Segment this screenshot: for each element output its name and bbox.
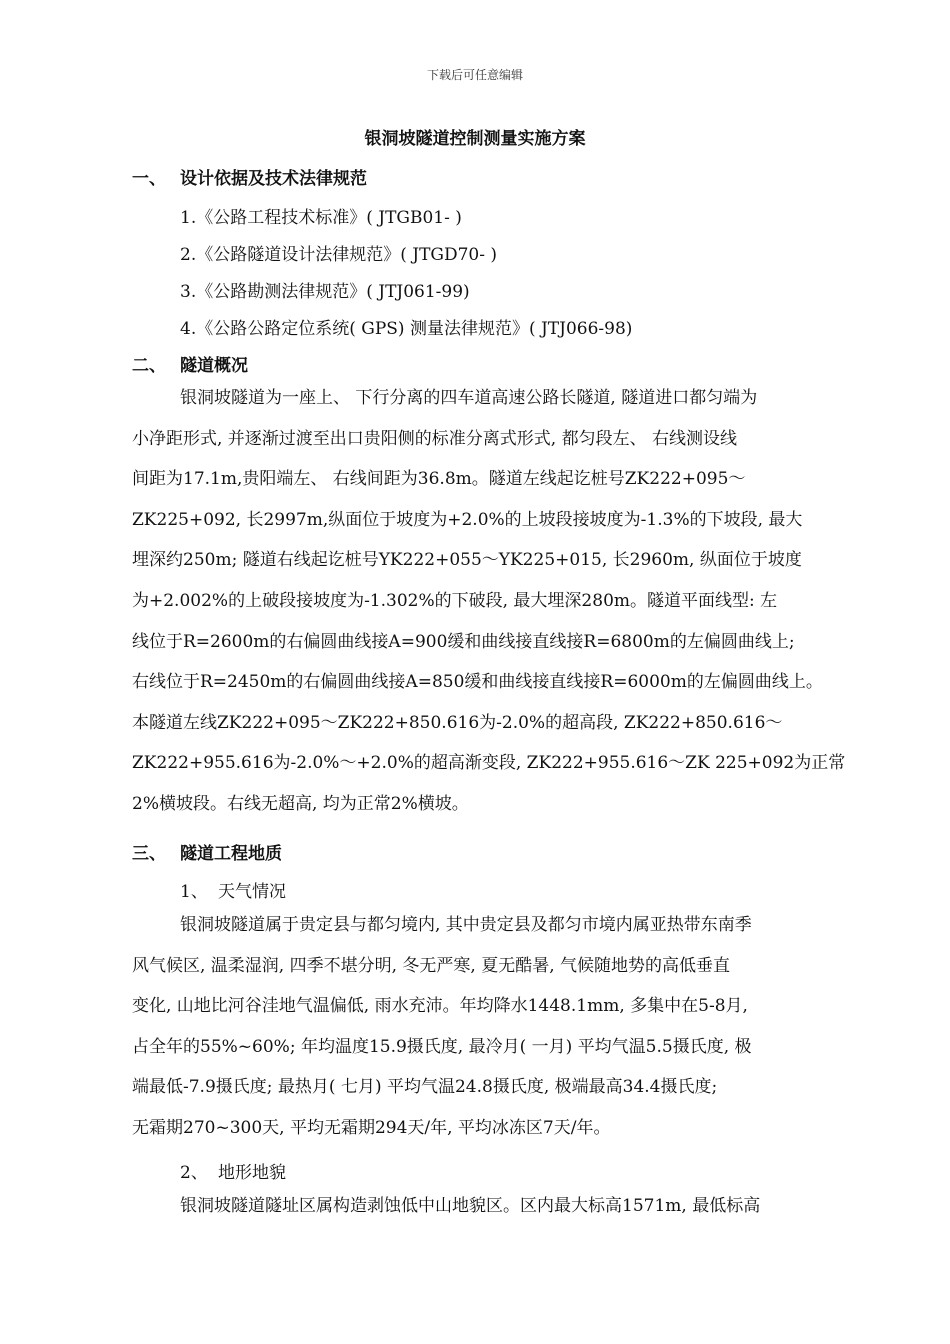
subsection-number: 2、 — [180, 1163, 208, 1183]
paragraph-line: 变化, 山地比河谷洼地气温偏低, 雨水充沛。年均降水1448.1mm, 多集中在5-8月, — [132, 996, 748, 1017]
section-heading-1 — [132, 164, 367, 189]
paragraph-line: 本隧道左线ZK222+095～ZK222+850.616为-2.0%的超高段, ZK222+850.616～ — [132, 712, 783, 733]
paragraph-line: 右线位于R=2450m的右偏圆曲线接A=850缓和曲线接直线接R=6000m的左偏圆曲线上。 — [132, 672, 823, 693]
reference-item-1: 1.《公路工程技术标准》( JTGB01- ) — [180, 208, 462, 228]
subsection-number: 1、 — [180, 882, 208, 902]
paragraph-line: 小净距形式, 并逐渐过渡至出口贵阳侧的标准分离式形式, 都匀段左、 右线测设线 — [132, 428, 738, 449]
section-heading-2 — [132, 351, 248, 376]
paragraph-line: ZK222+955.616为-2.0%～+2.0%的超高渐变段, ZK222+955.616～ZK 225+092为正常 — [132, 753, 846, 774]
reference-item-3: 3.《公路勘测法律规范》( JTJ061-99) — [180, 282, 470, 302]
document-title: 银洞坡隧道控制测量实施方案 — [364, 129, 586, 149]
paragraph-line: 风气候区, 温柔湿润, 四季不堪分明, 冬无严寒, 夏无酷暑, 气候随地势的高低垂直 — [132, 955, 731, 976]
section-number: 三、 — [132, 844, 166, 864]
watermark-text: 下载后可任意编辑 — [426, 68, 523, 82]
paragraph-line: 为+2.002%的上破段接坡度为-1.302%的下破段, 最大埋深280m。隧道平面线型: 左 — [132, 590, 778, 611]
paragraph-line: 银洞坡隧道为一座上、 下行分离的四车道高速公路长隧道, 隧道进口都匀端为 — [180, 388, 758, 408]
reference-item-4: 4.《公路公路定位系统( GPS) 测量法律规范》( JTJ066-98) — [180, 319, 633, 339]
subsection-heading-terrain — [180, 1158, 286, 1183]
paragraph-line: 间距为17.1m,贵阳端左、 右线间距为36.8m。隧道左线起讫桩号ZK222+095～ — [132, 469, 746, 490]
subsection-heading-weather — [180, 877, 286, 902]
subsection-title: 天气情况 — [218, 882, 286, 902]
weather-paragraph — [132, 905, 850, 1149]
section-heading-3 — [132, 839, 282, 864]
paragraph-line: ZK225+092, 长2997m,纵面位于坡度为+2.0%的上坡段接坡度为-1.3%的下坡段, 最大 — [132, 509, 803, 530]
section-title: 设计依据及技术法律规范 — [180, 169, 367, 189]
paragraph-line: 线位于R=2600m的右偏圆曲线接A=900缓和曲线接直线接R=6800m的左偏圆曲线上; — [132, 631, 795, 652]
paragraph-line: 端最低-7.9摄氏度; 最热月( 七月) 平均气温24.8摄氏度, 极端最高34.4摄氏度; — [132, 1077, 718, 1098]
section-title: 隧道工程地质 — [180, 844, 282, 864]
paragraph-line: 银洞坡隧道属于贵定县与都匀境内, 其中贵定县及都匀市境内属亚热带东南季 — [180, 915, 752, 935]
paragraph-line: 埋深约250m; 隧道右线起讫桩号YK222+055～YK225+015, 长2960m, 纵面位于坡度 — [132, 550, 802, 571]
reference-item-2: 2.《公路隧道设计法律规范》( JTGD70- ) — [180, 245, 498, 265]
paragraph-line: 2%横坡段。右线无超高, 均为正常2%横坡。 — [132, 793, 469, 814]
paragraph-line: 无霜期270~300天, 平均无霜期294天/年, 平均冰冻区7天/年。 — [132, 1117, 611, 1138]
paragraph-line: 占全年的55%~60%; 年均温度15.9摄氏度, 最冷月( 一月) 平均气温5.5摄氏度, 极 — [132, 1036, 752, 1057]
section-title: 隧道概况 — [180, 356, 248, 376]
section-number: 二、 — [132, 356, 166, 376]
section-number: 一、 — [132, 169, 166, 189]
subsection-title: 地形地貌 — [218, 1163, 286, 1183]
paragraph-line: 银洞坡隧道隧址区属构造剥蚀低中山地貌区。区内最大标高1571m, 最低标高 — [180, 1196, 761, 1216]
terrain-paragraph — [132, 1186, 850, 1227]
overview-paragraph — [132, 378, 850, 825]
